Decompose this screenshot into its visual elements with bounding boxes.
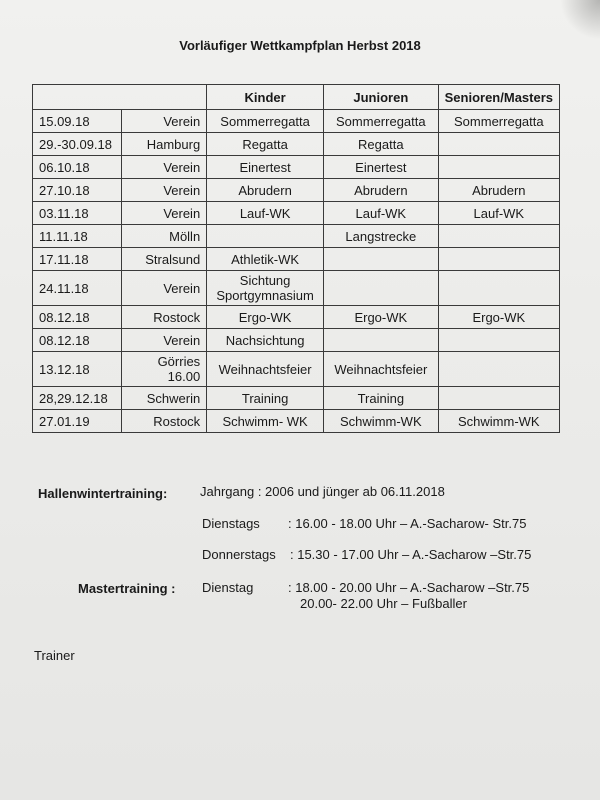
row-senioren — [438, 156, 559, 179]
schedule-table — [32, 84, 560, 433]
row-senioren: Lauf-WK — [438, 202, 559, 225]
footer-trainer: Trainer — [34, 648, 75, 663]
row-date: 13.12.18 — [33, 352, 122, 387]
page-title: Vorläufiger Wettkampfplan Herbst 2018 — [179, 38, 421, 53]
row-kinder: Weihnachtsfeier — [207, 352, 324, 387]
row-senioren: Schwimm-WK — [438, 410, 559, 433]
hallen-time1: : 16.00 - 18.00 Uhr – A.-Sacharow- Str.75 — [288, 516, 527, 531]
row-senioren — [438, 248, 559, 271]
corner-shadow — [560, 0, 600, 40]
row-place: Verein — [121, 156, 207, 179]
row-junioren: Regatta — [324, 133, 439, 156]
row-senioren: Abrudern — [438, 179, 559, 202]
table-row — [33, 329, 560, 352]
row-date: 11.11.18 — [33, 225, 122, 248]
hallen-time2: : 15.30 - 17.00 Uhr – A.-Sacharow –Str.75 — [290, 547, 532, 562]
row-kinder: Sichtung Sportgymnasium — [207, 271, 324, 306]
row-kinder: Schwimm- WK — [207, 410, 324, 433]
row-junioren: Schwimm-WK — [324, 410, 439, 433]
hallen-jahrgang: Jahrgang : 2006 und jünger ab 06.11.2018 — [200, 484, 445, 499]
table-row — [33, 306, 560, 329]
row-senioren — [438, 271, 559, 306]
row-senioren: Ergo-WK — [438, 306, 559, 329]
row-senioren: Sommerregatta — [438, 110, 559, 133]
hallen-day2: Donnerstags — [202, 547, 276, 562]
row-junioren — [324, 248, 439, 271]
row-kinder: Regatta — [207, 133, 324, 156]
header-senioren: Senioren/Masters — [438, 85, 559, 110]
row-senioren — [438, 352, 559, 387]
row-junioren — [324, 271, 439, 306]
row-kinder: Ergo-WK — [207, 306, 324, 329]
row-kinder — [207, 225, 324, 248]
hallen-label: Hallenwintertraining: — [38, 486, 168, 501]
row-place: Verein — [121, 179, 207, 202]
row-junioren: Lauf-WK — [324, 202, 439, 225]
row-kinder: Abrudern — [207, 179, 324, 202]
row-date: 15.09.18 — [33, 110, 122, 133]
row-kinder: Athletik-WK — [207, 248, 324, 271]
row-place: Verein — [121, 110, 207, 133]
table-row — [33, 410, 560, 433]
header-empty — [33, 85, 207, 110]
row-kinder: Sommerregatta — [207, 110, 324, 133]
table-row — [33, 133, 560, 156]
row-place: Rostock — [121, 410, 207, 433]
hallen-day1: Dienstags — [202, 516, 260, 531]
row-date: 27.10.18 — [33, 179, 122, 202]
row-kinder: Lauf-WK — [207, 202, 324, 225]
row-junioren: Sommerregatta — [324, 110, 439, 133]
table-header-row — [33, 85, 560, 110]
row-date: 29.-30.09.18 — [33, 133, 122, 156]
master-day: Dienstag — [202, 580, 254, 595]
table-row — [33, 179, 560, 202]
table-row — [33, 352, 560, 387]
row-place: Verein — [121, 271, 207, 306]
row-place: Görries 16.00 — [121, 352, 207, 387]
table-row — [33, 202, 560, 225]
row-kinder: Training — [207, 387, 324, 410]
table-row — [33, 156, 560, 179]
table-row — [33, 387, 560, 410]
row-date: 08.12.18 — [33, 306, 122, 329]
row-place: Schwerin — [121, 387, 207, 410]
table-row — [33, 271, 560, 306]
row-senioren — [438, 329, 559, 352]
header-kinder: Kinder — [207, 85, 324, 110]
row-senioren — [438, 387, 559, 410]
table-row — [33, 248, 560, 271]
master-label: Mastertraining : — [78, 581, 176, 596]
row-junioren: Abrudern — [324, 179, 439, 202]
row-junioren: Ergo-WK — [324, 306, 439, 329]
table-row — [33, 110, 560, 133]
row-date: 24.11.18 — [33, 271, 122, 306]
row-senioren — [438, 225, 559, 248]
master-time1: : 18.00 - 20.00 Uhr – A.-Sacharow –Str.75 — [288, 580, 530, 595]
row-place: Mölln — [121, 225, 207, 248]
row-junioren: Langstrecke — [324, 225, 439, 248]
row-kinder: Einertest — [207, 156, 324, 179]
row-place: Stralsund — [121, 248, 207, 271]
table-row — [33, 225, 560, 248]
row-date: 08.12.18 — [33, 329, 122, 352]
row-date: 03.11.18 — [33, 202, 122, 225]
row-date: 27.01.19 — [33, 410, 122, 433]
row-kinder: Nachsichtung — [207, 329, 324, 352]
row-place: Verein — [121, 329, 207, 352]
header-junioren: Junioren — [324, 85, 439, 110]
row-junioren: Einertest — [324, 156, 439, 179]
row-place: Rostock — [121, 306, 207, 329]
row-junioren: Training — [324, 387, 439, 410]
row-place: Hamburg — [121, 133, 207, 156]
row-senioren — [438, 133, 559, 156]
row-place: Verein — [121, 202, 207, 225]
row-junioren: Weihnachtsfeier — [324, 352, 439, 387]
row-date: 06.10.18 — [33, 156, 122, 179]
row-junioren — [324, 329, 439, 352]
master-time2: 20.00- 22.00 Uhr – Fußballer — [300, 596, 467, 611]
row-date: 28,29.12.18 — [33, 387, 122, 410]
row-date: 17.11.18 — [33, 248, 122, 271]
